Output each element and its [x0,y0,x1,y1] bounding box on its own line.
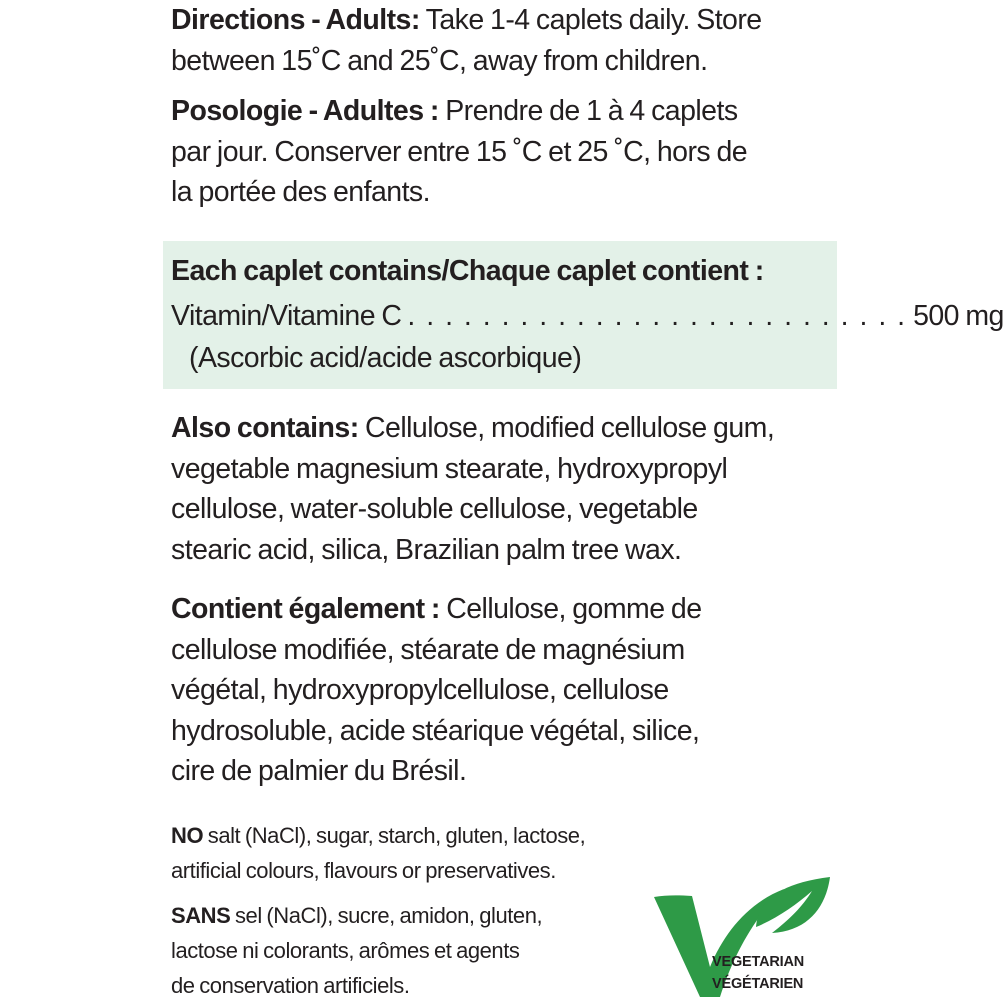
contient-text-2: cellulose modifiée, stéarate de magnésium [171,633,685,666]
ingredient-row [171,296,1004,337]
also-contains-text-2: vegetable magnesium stearate, hydroxypropyl [171,452,728,485]
vegetarian-label-en: VEGETARIAN [712,954,804,970]
sans-additives-statement: SANS sel (NaCl), sucre, amidon, gluten, lactose ni colorants, arômes et agents de conservation artificiels. [171,898,542,1003]
also-contains-text-3: cellulose, water-soluble cellulose, vegetable [171,493,698,525]
posologie-paragraph [171,91,747,213]
also-contains-paragraph: Also contains: Cellulose, modified cellulose gum, vegetable magnesium stearate, hydroxypropyl cellulose, water-soluble cellulose, vegetable stearic acid, silica, Brazilian palm tree wax. [171,408,774,570]
directions-text-2: between 15˚C and 25˚C, away from children. [171,44,708,77]
no-additives-statement: NO salt (NaCl), sugar, starch, gluten, lactose, artificial colours, flavours or preservatives. [171,818,585,888]
ingredient-amount: 500 mg [913,300,1004,332]
contient-egalement-paragraph: Contient également : Cellulose, gomme de cellulose modifiée, stéarate de magnésium végétal, hydroxypropylcellulose, cellulose hydrosoluble, acide stéarique végétal, silice, cire de palmier du Brésil. [171,589,702,792]
vegetarian-label-fr: VÉGÉTARIEN [712,976,804,992]
no-text-2: artificial colours, flavours or preservatives. [171,858,556,883]
vegetarian-label [712,951,832,995]
sans-text-2: lactose ni colorants, arômes et agents [171,938,520,963]
also-contains-label: Also contains: [171,412,359,444]
ingredient-name: Vitamin/Vitamine C [171,300,402,332]
contient-text-3: végétal, hydroxypropylcellulose, cellulose [171,674,669,706]
sans-text-3: de conservation artificiels. [171,973,410,998]
posologie-text-3: la portée des enfants. [171,176,431,208]
directions-paragraph [171,0,762,81]
directions-label: Directions - Adults: [171,4,420,36]
sans-label: SANS [171,903,231,928]
also-contains-text-4: stearic acid, silica, Brazilian palm tree wax. [171,533,682,566]
contient-text-5: cire de palmier du Brésil. [171,755,467,787]
posologie-label: Posologie - Adultes : [171,95,439,127]
no-label: NO [171,823,204,848]
dot-leader: . . . . . . . . . . . . . . . . . . . . . . . . . . . [407,300,908,332]
contient-text-4: hydrosoluble, acide stéarique végétal, silice, [171,714,700,747]
ingredient-source: (Ascorbic acid/acide ascorbique) [189,342,582,374]
directions-text-1: Take 1-4 caplets daily. Store [419,4,762,36]
posologie-text-1: Prendre de 1 à 4 caplets [438,95,738,127]
posologie-text-2: par jour. Conserver entre 15 ˚C et 25 ˚C, hors de [171,135,748,168]
contents-heading: Each caplet contains/Chaque caplet contient : [171,255,764,287]
contient-egalement-label: Contient également : [171,593,440,625]
